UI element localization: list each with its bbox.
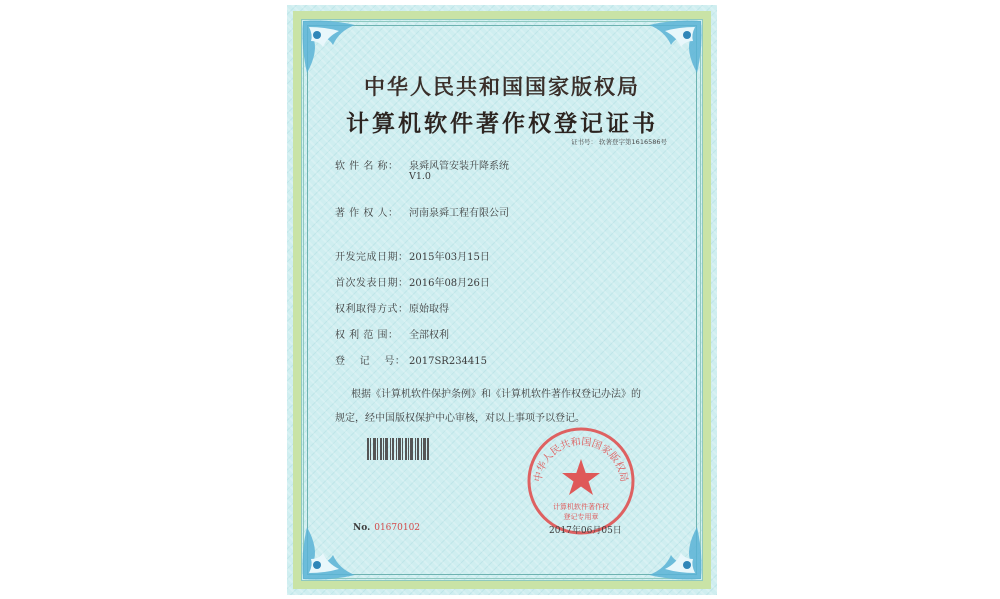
certificate	[287, 5, 717, 595]
field-value: 泉舜风管安装升降系统	[409, 161, 509, 172]
field-label: 登 记 号：	[335, 356, 406, 367]
field-label: 权利取得方式：	[335, 304, 409, 315]
corner-ornament-icon	[645, 523, 705, 583]
barcode-icon	[367, 438, 429, 460]
field-value: 2015年03月15日	[409, 252, 490, 263]
certificate-number: 证书号： 软著登字第1616586号	[570, 138, 667, 146]
serial-number	[353, 523, 420, 533]
field-value: 全部权利	[409, 330, 449, 341]
corner-ornament-icon	[299, 17, 359, 77]
field-label: 著 作 权 人：	[335, 208, 399, 219]
certificate-title: 计算机软件著作权登记证书	[346, 110, 658, 137]
field-dev-completion-date	[335, 248, 490, 263]
serial-label: No.	[353, 523, 371, 533]
serial-value: 01670102	[374, 523, 421, 533]
corner-ornament-icon	[645, 17, 705, 77]
seal-inner-line-2: 登记专用章	[563, 513, 599, 521]
field-value: 河南泉舜工程有限公司	[409, 208, 509, 219]
software-version: V1.0	[409, 171, 431, 182]
official-seal	[525, 425, 637, 537]
field-label: 首次发表日期：	[335, 278, 409, 289]
field-rights-acquisition	[335, 300, 449, 315]
star-icon	[562, 459, 600, 495]
field-label: 权 利 范 围：	[335, 330, 399, 341]
issue-date: 2017年06月05日	[549, 526, 622, 536]
field-registration-number	[335, 352, 487, 367]
field-copyright-owner	[335, 204, 509, 219]
seal-inner-line-1: 计算机软件著作权	[553, 503, 609, 511]
field-rights-scope	[335, 326, 449, 341]
body-text-line-2: 规定，经中国版权保护中心审核，对以上事项予以登记。	[335, 413, 585, 424]
field-label: 软 件 名 称：	[335, 161, 399, 172]
field-value: 原始取得	[409, 304, 449, 315]
seal-outer-text: 中华人民共和国国家版权局	[532, 436, 630, 483]
field-value: 2017SR234415	[409, 356, 488, 367]
field-value: 2016年08月26日	[409, 278, 490, 289]
corner-ornament-icon	[299, 523, 359, 583]
field-software-name	[335, 157, 509, 172]
field-first-publish-date	[335, 274, 490, 289]
issuer-title: 中华人民共和国国家版权局	[364, 74, 640, 99]
body-text-line-1: 根据《计算机软件保护条例》和《计算机软件著作权登记办法》的	[351, 389, 641, 400]
field-label: 开发完成日期：	[335, 252, 409, 263]
